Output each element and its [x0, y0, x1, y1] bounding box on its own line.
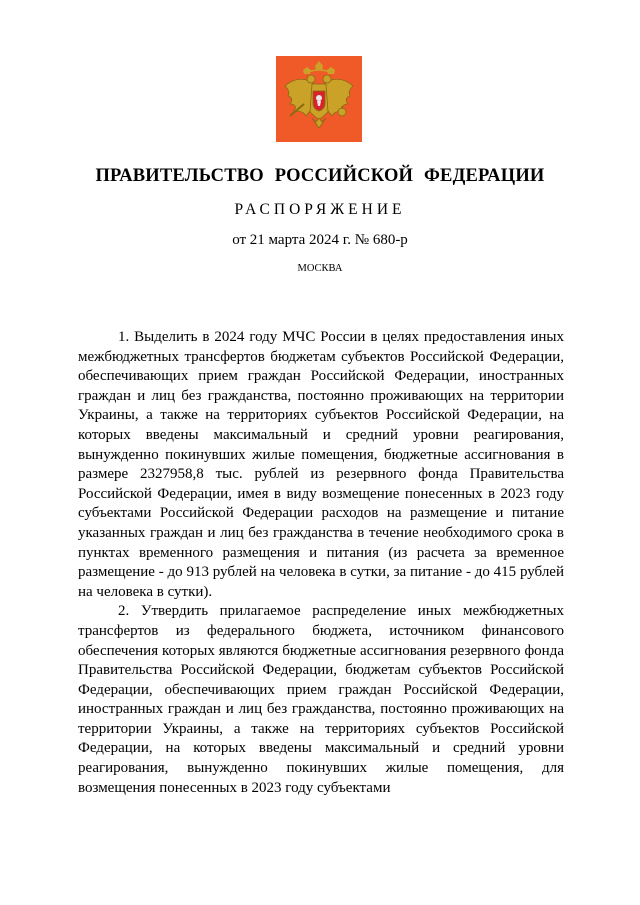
- government-title: ПРАВИТЕЛЬСТВО РОССИЙСКОЙ ФЕДЕРАЦИИ: [95, 166, 545, 186]
- document-city: МОСКВА: [297, 263, 343, 274]
- paragraph-2: 2. Утвердить прилагаемое распределение иных межбюджетных трансфертов из федерального бюджета, источником финансового обеспечения которых являются бюджетные ассигнования резервного фонда Правительства Российской Федерации, бюджетам субъектов Российской Федерации, обеспечивающих прием граждан Российской Федерации, иностранных граждан и лиц без гражданства, постоянно проживающих на территории Украины, а также на территориях субъектов Российской Федерации, на которых введены максимальный и средний уровни реагирования, вынужденно покинувших жилые помещения, для возмещения понесенных в 2023 году субъектами: [78, 603, 564, 796]
- russian-coat-of-arms-icon: [276, 56, 362, 142]
- document-type: РАСПОРЯЖЕНИЕ: [234, 201, 406, 218]
- document-date-number: от 21 марта 2024 г. № 680-р: [232, 232, 408, 248]
- paragraph-1: 1. Выделить в 2024 году МЧС России в целях предоставления иных межбюджетных трансфертов бюджетам субъектов Российской Федерации, обеспечивающих прием граждан Российской Федерации, иностранных граждан и лиц без гражданства, постоянно проживающих на территории Украины, а также на территориях субъектов Российской Федерации, на которых введены максимальный и средний уровни реагирования, вынужденно покинувших жилые помещения, бюджетные ассигнования в размере 2327958,8 тыс. рублей из резервного фонда Правительства Российской Федерации, имея в виду возмещение понесенных в 2023 году субъектами Российской Федерации расходов на размещение и питание указанных граждан и лиц без гражданства в течение необходимого срока в пунктах временного размещения и питания (из расчета за временное размещение - до 913 рублей на человека в сутки, за питание - до 415 рублей на человека в сутки).: [78, 329, 564, 600]
- document-body: [78, 328, 564, 798]
